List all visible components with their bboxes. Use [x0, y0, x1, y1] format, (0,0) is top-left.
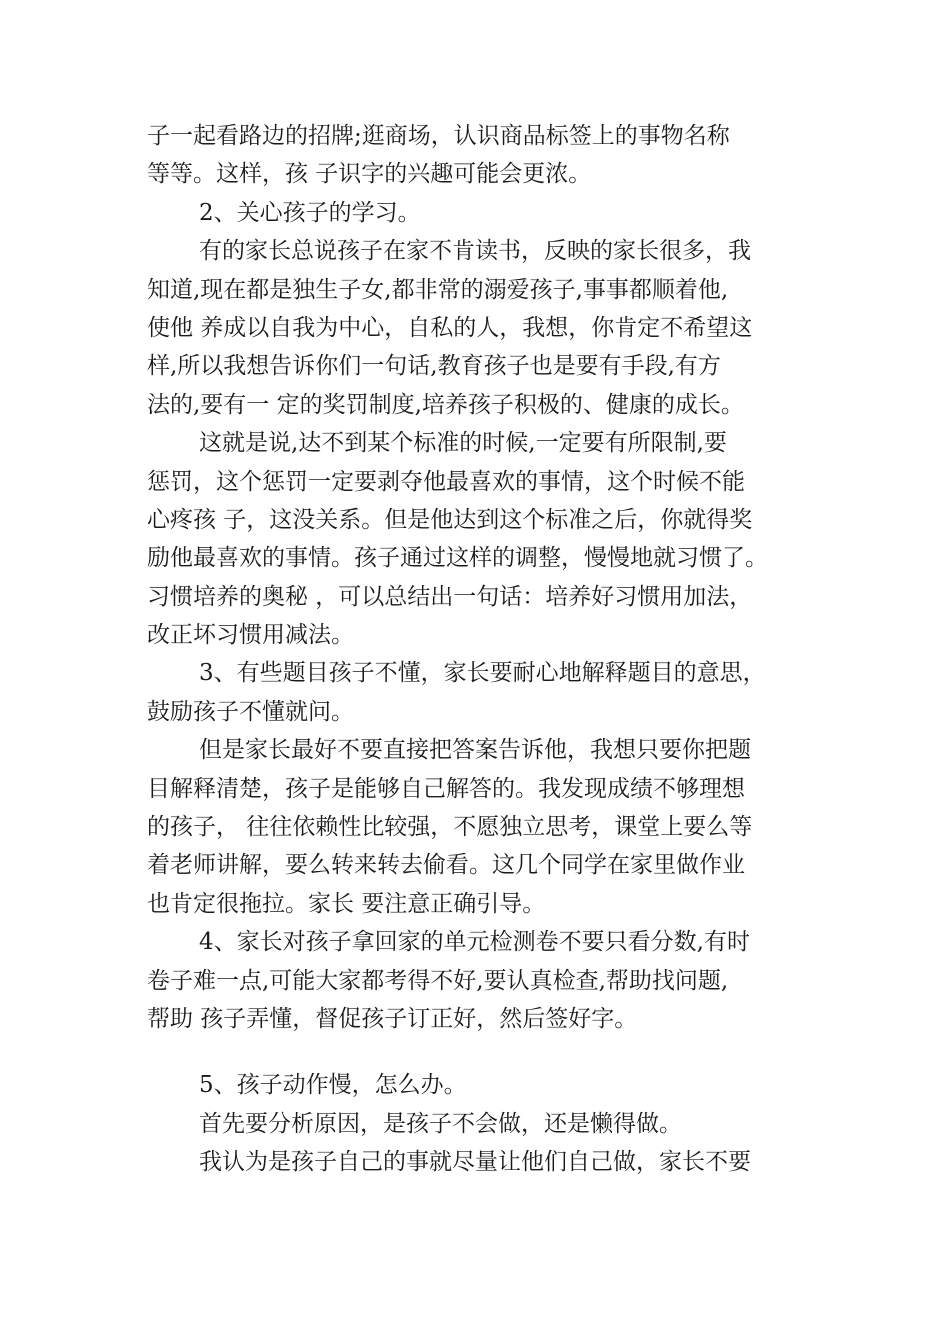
text-line: 使他 养成以自我为中心，自私的人，我想，你肯定不希望这: [147, 314, 753, 341]
document-body: [147, 117, 817, 1182]
text-line: 习惯培养的奥秘 ，可以总结出一句话：培养好习惯用加法，: [147, 583, 753, 610]
text-line: 励他最喜欢的事情。孩子通过这样的调整，慢慢地就习惯了。: [147, 545, 768, 572]
text-line: 惩罚，这个惩罚一定要剥夺他最喜欢的事情，这个时候不能: [147, 468, 745, 495]
text-line: 帮助 孩子弄懂，督促孩子订正好，然后签好字。: [147, 1005, 638, 1032]
text-line: 心疼孩 子，这没关系。但是他达到这个标准之后，你就得奖: [147, 506, 753, 533]
text-line: 等等。这样，孩 子识字的兴趣可能会更浓。: [147, 161, 592, 188]
text-line: 首先要分析原因，是孩子不会做，还是懒得做。: [199, 1110, 682, 1137]
text-line: 但是家长最好不要直接把答案告诉他，我想只要你把题: [199, 737, 751, 764]
text-line: 我认为是孩子自己的事就尽量让他们自己做，家长不要: [199, 1149, 751, 1176]
text-line: 的孩子， 往往依赖性比较强，不愿独立思考，课堂上要么等: [147, 814, 753, 841]
section-heading: 5、孩子动作慢，怎么办。: [199, 1072, 467, 1099]
text-line: 鼓励孩子不懂就问。: [147, 698, 354, 725]
text-line: 知道,现在都是独生子女,都非常的溺爱孩子,事事都顺着他,: [147, 276, 729, 303]
text-line: 样,所以我想告诉你们一句话,教育孩子也是要有手段,有方: [147, 353, 721, 380]
section-heading: 2、关心孩子的学习。: [199, 199, 421, 226]
text-line: 也肯定很拖拉。家长 要注意正确引导。: [147, 890, 546, 917]
text-line: 改正坏习惯用减法。: [147, 622, 354, 649]
text-line: 有的家长总说孩子在家不肯读书，反映的家长很多，我: [199, 238, 751, 265]
text-line: 这就是说,达不到某个标准的时候,一定要有所限制,要: [199, 430, 727, 457]
text-line: 卷子难一点,可能大家都考得不好,要认真检查,帮助找问题,: [147, 967, 729, 994]
section-heading: 4、家长对孩子拿回家的单元检测卷不要只看分数,有时: [199, 929, 750, 956]
paragraph-gap: [147, 1038, 817, 1066]
text-line: 着老师讲解，要么转来转去偷看。这几个同学在家里做作业: [147, 852, 745, 879]
text-line: 法的,要有一 定的奖罚制度,培养孩子积极的、健康的成长。: [147, 391, 744, 418]
text-line: 目解释清楚，孩子是能够自己解答的。我发现成绩不够理想: [147, 775, 745, 802]
section-heading: 3、有些题目孩子不懂，家长要耐心地解释题目的意思，: [199, 660, 766, 687]
text-line: 子一起看路边的招牌;逛商场，认识商品标签上的事物名称: [147, 123, 730, 149]
